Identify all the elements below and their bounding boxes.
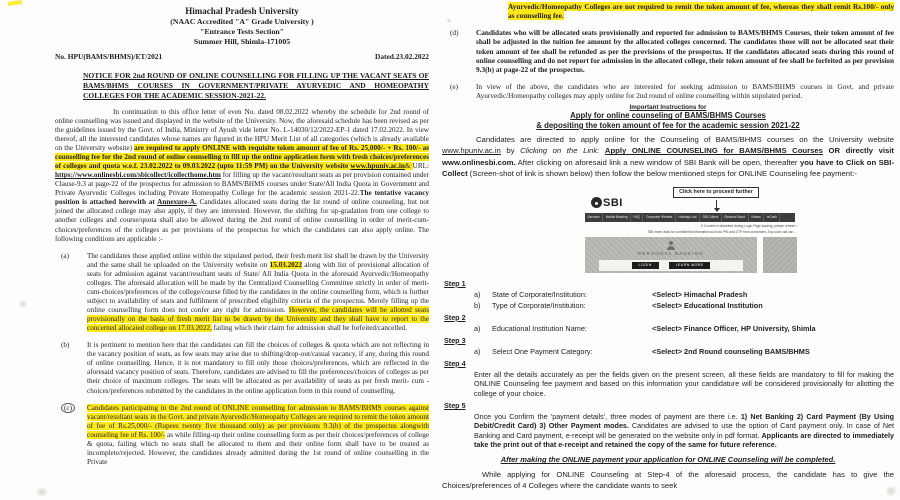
text-segment: as while filling-up their online counselling form as per their choices/preferences of college & quota, failing which no seats shall be allocated to them and their online form shall have to be treated as incomplete/rejected. However, the candidates already admitted during the 1st round of online counselling in the Private	[87, 430, 429, 466]
step-5-text	[474, 412, 894, 449]
clause-b-text	[87, 341, 429, 395]
payment-steps	[442, 279, 894, 450]
clause-d-text	[476, 28, 894, 75]
sbi-nav-item[interactable]: Holidays List	[676, 213, 700, 222]
clause-c	[55, 404, 429, 467]
address-line: Summer Hill, Shimla-171005	[193, 36, 291, 46]
step-2	[442, 313, 894, 333]
step-5-label: Step 5	[444, 401, 466, 410]
reference-row	[55, 52, 429, 61]
sbi-notice-line: If Content is disturbed during Login Page loading, please refresh !	[701, 223, 797, 228]
text-segment: OR directly visit www.onlinesbi.com.	[442, 146, 894, 167]
banner-button-strip	[599, 260, 743, 271]
text-segment: The tentative vacancy position is attached herewith at	[55, 189, 429, 207]
section-line: "Entrance Tests Section"	[199, 26, 285, 36]
link-apply-online-counseling[interactable]: Apply ONLINE COUNSELING for BAMS/BHMS Courses	[604, 146, 823, 156]
text-segment: In view of the above, the candidates who are interested for seeking admission to BAMS/BHMS courses in Govt. and private Ayurvedic/Homeopathy colleges may apply online for 2nd round of online counselling within stipulated period.	[476, 81, 894, 100]
clause-b	[55, 341, 429, 395]
accreditation-line: (NAAC Accredited "A" Grade University )	[170, 17, 314, 27]
text-segment: In continuation to this office letter of even No. dated 08.02.2022 whereby the schedule for 2nd round of online counselling was issued and displayed in the website of the University. Now, the aforesaid schedule has been revised as per the guidelines issued by the Govt. of India, Ministry of Ayush vide letter No. L-14030/12/2022-EP-1 dated 17.02.2022. In view thereof, all the interested candidates whose names are figured in the HPU Merit List of all categories (which is already available on the University website)	[55, 107, 429, 152]
clause-letter-circled: (c)	[61, 403, 75, 413]
text-segment: It is pertinent to mention here that the candidates can fill the choices of colleges & quota which are not reflecting in the vacancy position of seats, as few seats may arise due to shifting/drop-out/casual vacancy, if any, during this round of online counselling. Hence, it is not mandatory to fill only those choices/preferences, which are reflected in the aforesaid vacancy position of seats. Therefore, candidates are advised to fill the preferences/choices of colleges as per their choice of maximum colleges. The seats will be allocated as per availability of seats as per fresh merit- cum -choices/preferences submitted by the candidates in the online application form in this round of counselling.	[87, 341, 429, 395]
text-segment: (Screen-shot of link is shown below) then follow the below mentioned steps for ONLINE Counseling fee payment:-	[467, 169, 857, 179]
proceed-callout-box: Click here to proceed further	[673, 187, 759, 198]
sbi-nav-item[interactable]: SBI Collect	[700, 213, 722, 222]
text-segment: After clicking on aforesaid link a new window of SBI Bank will be open, thereafter	[515, 157, 800, 167]
clause-d-label	[450, 28, 476, 75]
text-segment: Once you Confirm the 'payment details', three modes of payment are there i.e.	[474, 412, 741, 421]
step-2-row-a	[474, 324, 894, 333]
row-letter: a)	[474, 323, 481, 333]
clause-letter: (d)	[450, 27, 459, 37]
page-one	[55, 6, 429, 467]
learn-more-button[interactable]: LEARN MORE	[669, 262, 711, 269]
text-segment: by	[500, 146, 521, 156]
sbi-notice-line: SBI never asks for confidential information such as PIN and OTP from customers. Any such call can ...	[647, 229, 797, 234]
row-letter: a)	[474, 289, 481, 299]
clause-b-label	[61, 341, 87, 395]
field-label: Educational Institution Name:	[492, 323, 587, 333]
sbi-side-image-block	[763, 237, 797, 273]
text-segment: are required to apply ONLINE with requisite token amount of fee of Rs. 25,000/- + Rs. 100/- as counselling fee for the 2nd round of online counselling to fill up the online application form with fresh choices/preferences of colleges and quota w.e.f. 23.02.2022 to 09.03.2022 (upto 11:59 PM) on the University website	[55, 143, 429, 171]
clause-e-label	[450, 82, 476, 101]
link-hpuniv[interactable]: www.hpuniv.ac.in	[350, 162, 405, 171]
clause-a	[55, 252, 429, 334]
text-segment: The candidates those applied online within the stipulated period, their fresh merit list shall be drawn by the University and the same shall be uploaded on the University website on	[87, 251, 429, 269]
field-label: Type of Corporate/Institution:	[492, 300, 586, 310]
text-segment: 15.03.2022	[269, 260, 302, 269]
step-2-label: Step 2	[444, 312, 466, 322]
step-3-row-a	[474, 347, 894, 356]
after-payment-note: After making the ONLINE payment your application for ONLINE Counseling will be completed.	[500, 455, 836, 465]
text-segment: Annexure-A.	[157, 198, 197, 207]
text-segment: you have to Click on SBI-Collect	[442, 157, 895, 179]
scan-noise	[34, 488, 50, 496]
text-segment: Candidates who will be allocated seats provisionally and reported for admission to BAMS/BHMS Courses, their token amount of fee shall be adjusted in the tuition fee amount by the allocated colleges concerned. The candidates those will not be allocated seat their token amount of fee shall be refunded as per the provisions of the prospectus. If the candidates allocated seats during this round of online counselling and do not report for admission in the allocated college, their token amount of fee shall be forfeited as per provision 9.3(b) at page-22 of the prospectus.	[476, 27, 894, 75]
select-value[interactable]: <Select> Himachal Pradesh	[652, 289, 748, 299]
sbi-brand-text: SBI	[603, 196, 623, 209]
university-name: Himachal Pradesh University	[185, 6, 299, 16]
row-letter: a)	[474, 346, 481, 356]
heading-deposit-fee: & depositing the token amount of fee for the academic session 2021-22	[536, 121, 800, 130]
clause-e	[442, 82, 894, 101]
sbi-nav-item[interactable]: Mobile Banking	[603, 213, 631, 222]
link-hpuniv-2[interactable]: www.hpuniv.ac.in	[442, 146, 501, 156]
step-3	[442, 336, 894, 356]
clause-letter: (a)	[61, 251, 69, 260]
sbi-nav-item[interactable]: Electoral Bond	[722, 213, 749, 222]
select-value[interactable]: <Select> Finance Officer, HP University, Shimla	[652, 323, 816, 333]
heading-important-instructions: Important Instructions for	[629, 104, 707, 112]
step-1	[442, 279, 894, 310]
letterhead	[55, 6, 429, 46]
scan-noise	[18, 300, 28, 308]
text-segment: Enter all the details accurately as per the fields given on the present screen, all these fields are mandatory to fill for making the ONLINE Counseling fee payment and based on this information your candidature will be considered provisionally for allotting the college of your choice.	[474, 369, 894, 398]
text-segment: along with list of provisional allocation of seats for admission against vacant/resultant seats of State/ All India Quota in the aforesaid Ayurvedic/Homeopathy colleges. The aforesaid allocation will be made by the Centralized Counselling Committee strictly in order of merit-cum-choices/preferences of the college/course filled by the candidates in the online counselling form, which is further subject to availability of seats and fulfilment of prescribed eligibility criteria of the prospectus. Merely filling up the online counselling form does not confer any right for admission.	[87, 260, 429, 315]
sbi-nav-item[interactable]: FAQ	[631, 213, 643, 222]
sbi-nav-item[interactable]: Services	[585, 213, 603, 222]
clause-d	[442, 28, 894, 75]
step-5	[442, 401, 894, 449]
letter-date: Dated.23.02.2022	[375, 52, 429, 62]
text-segment: &	[404, 162, 413, 171]
step-4-label: Step 4	[444, 358, 466, 368]
link-onlinesbi-collect[interactable]: https://www.onlinesbi.com/sbicollect/icollecthome.htm	[55, 171, 221, 180]
clause-c-continuation	[508, 2, 894, 21]
reference-number: No. HPU(BAMS/BHMS)/ET/2021	[55, 52, 163, 62]
sbi-keyhole-icon	[591, 197, 602, 208]
intro-paragraph	[55, 108, 429, 244]
text-segment: Candidates allocated seats during the Ist round of online counseling, but not joined the allocated college may also apply, if they are interested. However, the shifting for up-gradation from one college to another colleges and course/quota shall also be allowed during the 2nd round of online counselling in order of merit-cum-choices/preferences of the colleges as per provisions of the prospectus for which the candidates can also apply online. The following conditions are applicable :-	[55, 198, 429, 243]
text-segment: URL:	[412, 162, 430, 171]
field-label: State of Corporate/Institution:	[492, 289, 587, 299]
sbi-personal-banking-banner	[585, 237, 757, 273]
down-arrow-icon	[714, 208, 720, 212]
text-segment: failing which their claim for admission shall be forfeited/cancelled.	[211, 324, 407, 333]
clause-e-text	[476, 82, 894, 101]
page-two	[442, 2, 894, 491]
clause-letter: (e)	[450, 81, 459, 91]
step-1-label: Step 1	[444, 278, 466, 288]
sbi-nav-item[interactable]: Videos	[749, 213, 765, 222]
select-value[interactable]: <Select> Educational Institution	[652, 300, 763, 310]
text-segment: for filling up the vacant/resultant seats as per provision contained under Clause-9.3 at page-22 of the prospectus for admission to BAMS/BHMS courses under State/All India Quota in Government and Private Ayurvedic Colleges including Private Homeopathy College for the academic session 2021-22.	[55, 171, 429, 198]
clause-a-text	[87, 252, 429, 334]
step-1-row-b	[474, 301, 894, 310]
sbi-navbar	[585, 213, 795, 222]
text-segment: Clicking on the Link:	[520, 146, 605, 156]
sbi-website-screenshot	[585, 183, 799, 275]
clause-c-text	[87, 404, 429, 467]
login-button[interactable]: LOGIN	[632, 262, 659, 269]
closing-paragraph: While applying for ONLINE Counseling at Step-4 of the aforesaid process, the candidate has to give the Choices/preferences of 4 Colleges where the candidate wants to seek	[442, 470, 894, 491]
text-segment: 1) Net Banking 2) Card Payment (By Using Debit/Credit Card) 3) Other Payment modes.	[474, 412, 894, 431]
sbi-nav-item[interactable]: Corporate Website	[643, 213, 676, 222]
clause-c-label	[61, 404, 87, 467]
heading-apply-online: Apply for online counseling of BAMS/BHMS Courses	[570, 111, 766, 121]
person-icon	[667, 246, 675, 250]
clause-a-label	[61, 252, 87, 334]
step-1-row-a	[474, 290, 894, 299]
personal-banking-label: PERSONAL BANKING	[637, 250, 704, 256]
step-4-text	[474, 370, 894, 398]
highlighter-smudge	[8, 0, 22, 6]
field-label: Select One Payment Category:	[492, 346, 593, 356]
notice-title	[83, 71, 429, 100]
text-segment: Candidates participating in the 2nd round of ONLINE counselling for admission to BAMS/BHMS courses against vacant/resultant seats in the Govt. and private Ayurvedic/Homeopathy Colleges are required to remit the token amount of fee of Rs.25,000/- (Rupees twenty five thousand only) as per provisions 9.3(b) of the prospectus alongwith counseling fee of Rs. 100/-	[87, 403, 429, 439]
clause-letter: (b)	[61, 341, 70, 350]
sbi-nav-item[interactable]: mCash	[764, 213, 780, 222]
select-value[interactable]: <Select> 2nd Round counseling BAMS/BHMS	[652, 346, 810, 356]
text-segment: Applicants are directed to immediately take the print out of that e-receipt and retained the copy of the same for future reference.	[474, 430, 894, 450]
step-4	[442, 359, 894, 398]
text-segment: Candidates are directed to apply online for the Counseling of BAMS/BHMS courses on the University website	[476, 134, 894, 144]
down-arrow-icon	[716, 200, 717, 208]
sbi-logo	[591, 197, 623, 209]
apply-instructions-paragraph	[442, 134, 894, 180]
notice-title-text: NOTICE FOR 2nd ROUND OF ONLINE COUNSELLING FOR FILLING UP THE VACANT SEATS OF BAMS/BHMS COURSES IN GOVERNMENT/PRIVATE AYURVEDIC AND HOMEOPATHY COLLEGES FOR THE ACADEMIC SESSION-2021-22.	[83, 71, 429, 100]
text-segment: Candidates are advised to use the option of Card payment only. In case of Net Banking and Card payment, e-receipt will be generated on the website only in pdf format.	[474, 421, 895, 440]
step-3-label: Step 3	[444, 335, 466, 345]
text-segment: However, the candidates will be allotted seats provisionally on the basis of fresh merit list to be drawn by the University and they shall have to report to the concerned allocated college on 17.03.2022,	[87, 306, 429, 333]
row-letter: b)	[474, 300, 481, 310]
text-segment: Ayurvedic/Homeopathy Colleges are not required to remit the token amount of fee, whereas they shall remit Rs.100/- only as counselling fee.	[508, 2, 894, 21]
